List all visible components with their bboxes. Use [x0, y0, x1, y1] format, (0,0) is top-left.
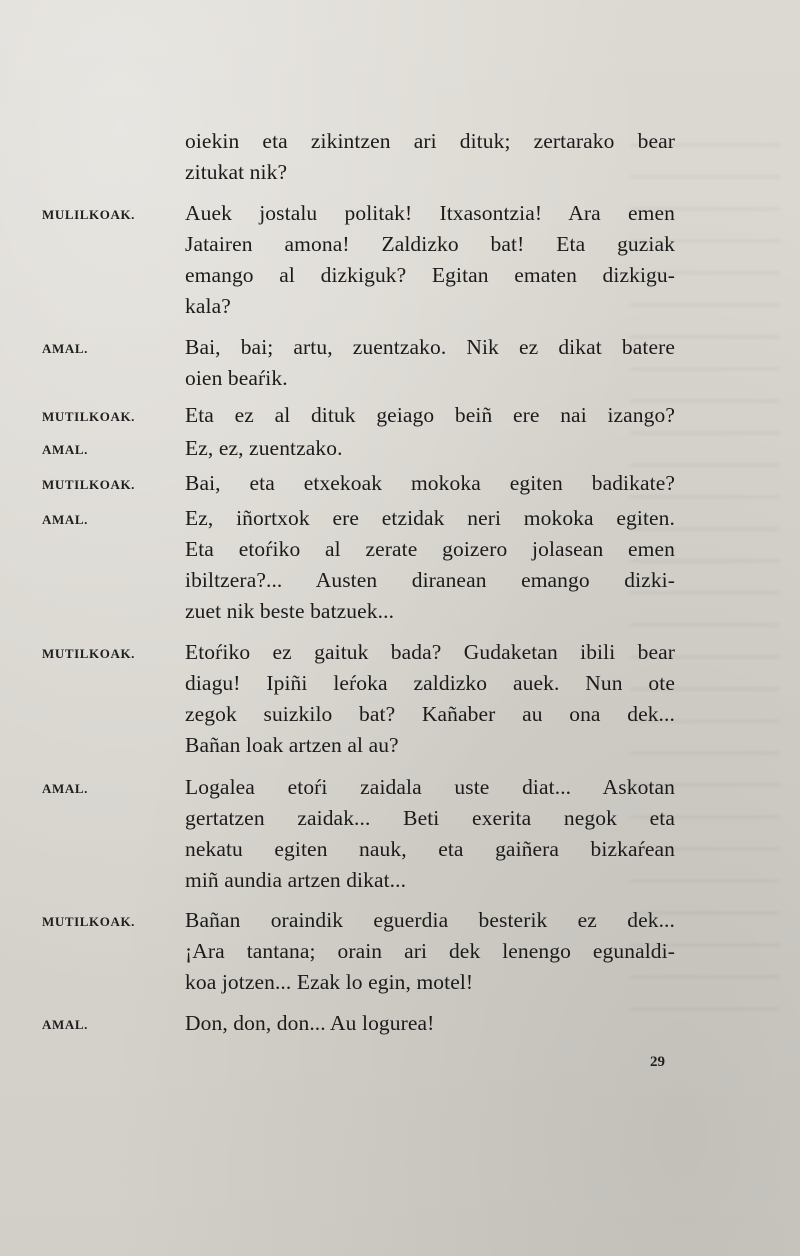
text-line: Ez, ez, zuentzako.: [185, 436, 343, 460]
text-line: zuet nik beste batzuek...: [185, 599, 395, 623]
speaker-label: AMAL.: [42, 341, 88, 356]
text-line: Eta etoŕiko al zerate goizero jolasean emen: [185, 537, 675, 561]
speaker-label: MUTILKOAK.: [42, 477, 136, 492]
text-line: zegok suizkilo bat? Kañaber au ona dek...: [185, 702, 675, 726]
text-line: zitukat nik?: [185, 160, 288, 184]
text-line: Auek jostalu politak! Itxasontzia! Ara emen: [185, 201, 675, 225]
text-line: Bañan oraindik eguerdia besterik ez dek...: [185, 908, 675, 932]
text-line: gertatzen zaidak... Beti exerita negok eta: [185, 806, 675, 830]
speaker-label: AMAL.: [42, 781, 88, 796]
speaker-label: AMAL.: [42, 1017, 88, 1032]
text-line: nekatu egiten nauk, eta gaiñera bizkaŕean: [185, 837, 675, 861]
text-line: Etoŕiko ez gaituk bada? Gudaketan ibili bear: [185, 640, 675, 664]
page-number: 29: [650, 1054, 665, 1070]
text-line: oiekin eta zikintzen ari dituk; zertarako bear: [185, 129, 675, 153]
text-line: Bañan loak artzen al au?: [185, 733, 399, 757]
text-line: Eta ez al dituk geiago beiñ ere nai izango?: [185, 403, 675, 427]
speaker-label: AMAL.: [42, 442, 88, 457]
text-line: koa jotzen... Ezak lo egin, motel!: [185, 970, 474, 994]
text-line: Jatairen amona! Zaldizko bat! Eta guziak: [185, 232, 675, 256]
text-line: diagu! Ipiñi leŕoka zaldizko auek. Nun ote: [185, 671, 675, 695]
speaker-label: MUTILKOAK.: [42, 646, 136, 661]
speaker-label: MUTILKOAK.: [42, 914, 136, 929]
text-line: Logalea etoŕi zaidala uste diat... Askotan: [185, 775, 675, 799]
speaker-label: MUTILKOAK.: [42, 409, 136, 424]
text-line: Don, don, don... Au logurea!: [185, 1011, 435, 1035]
text-line: Bai, bai; artu, zuentzako. Nik ez dikat batere: [185, 335, 675, 359]
text-line: kala?: [185, 294, 231, 318]
text-line: Ez, iñortxok ere etzidak neri mokoka egiten.: [185, 506, 675, 530]
text-line: ibiltzera?... Austen diranean emango dizki-: [185, 568, 675, 592]
text-line: emango al dizkiguk? Egitan ematen dizkigu-: [185, 263, 675, 287]
text-line: Bai, eta etxekoak mokoka egiten badikate?: [185, 471, 675, 495]
text-line: ¡Ara tantana; orain ari dek lenengo egunaldi-: [185, 939, 675, 963]
speaker-label: MULILKOAK.: [42, 207, 136, 222]
speaker-label: AMAL.: [42, 512, 88, 527]
text-line: oien beaŕik.: [185, 366, 288, 390]
text-line: miñ aundia artzen dikat...: [185, 868, 407, 892]
